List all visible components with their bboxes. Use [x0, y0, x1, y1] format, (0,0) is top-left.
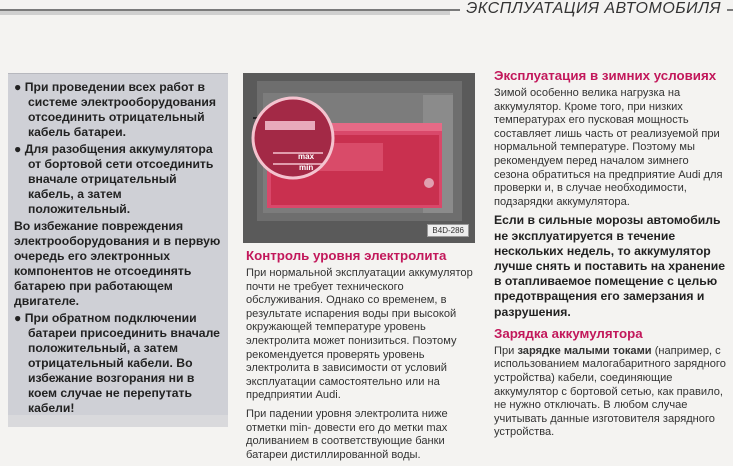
electrolyte-title: Контроль уровня электролита — [246, 248, 447, 263]
charging-title: Зарядка аккумулятора — [494, 325, 643, 341]
magnifier-circle — [253, 98, 333, 178]
electrolyte-paragraph-1: При нормальной эксплуатации аккумулятор почти не требует технического обслуживания. Однако со временем, в результате испарения воды при высокой окружающей температуре уровень электролита может понизиться. Поэтому рекомендуется проверять уровень электролита в зависимости от условий эксплуатации самостоятельно или на предприятии Audi. — [246, 267, 473, 402]
bullet-icon: ● — [14, 311, 22, 325]
warning-paragraph: Во избежание повреждения электрооборудования и в первую очередь его электронных компонентов не отсоединять батарею при работающем двигателе. — [14, 219, 221, 308]
winter-paragraph: Зимой особенно велика нагрузка на аккумулятор. Кроме того, при низких температурах его пусковая мощность составляет лишь часть от реализуемой при нормальной температуре. Поэтому мы рекомендуем перед началом зимнего сезона обратиться на предприятие Audi для проверки и, в случае необходимости, подзарядки аккумулятора. — [494, 87, 723, 208]
winter-bold-paragraph: Если в сильные морозы автомобиль не эксплуатируется в течение нескольких недель, то аккумулятор лучше снять и поставить на хранение в отапливаемое помещение с целью предотвращения его замерзания и разрушения. — [494, 213, 726, 319]
warning-item — [14, 311, 222, 416]
max-label: max — [298, 152, 315, 161]
charging-rest: (например, с использованием малогабаритного зарядного устройства) кабели, соединяющие аккумулятор с бортовой сетью, как правило, не нужно отключать. В любом случае учитывать данные изготовителя зарядного устройства. — [494, 344, 726, 439]
warning-text: При проведении всех работ в системе электрооборудования отсоединить отрицательный кабель батареи. — [24, 80, 216, 139]
warning-text: Для разобщения аккумулятора от бортовой сети отсоединить вначале отрицательный кабель, а затем положительный. — [24, 142, 214, 216]
battery-figure — [243, 73, 475, 243]
warning-item — [14, 80, 222, 140]
warning-box-footer — [8, 415, 228, 427]
bullet-icon: ● — [14, 142, 22, 156]
right-column — [494, 68, 726, 440]
charging-lead-bold: зарядке малыми токами — [517, 344, 652, 357]
winter-title: Эксплуатация в зимних условиях — [494, 68, 717, 83]
charging-lead: При — [494, 344, 518, 357]
figure-code: B4D-286 — [427, 224, 469, 237]
electrolyte-paragraph-2: При падении уровня электролита ниже отметки min- довести его до метки max доливанием в соответствующие банки батареи дистиллированной воды. — [246, 407, 448, 461]
warning-text: При обратном подключении батареи присоединить вначале положительный, а затем отрицательный кабели. Во избежание возгорания ни в коем случае не перепутать кабели! — [24, 311, 220, 415]
battery-illustration — [243, 73, 475, 243]
charging-paragraph — [494, 345, 726, 440]
warning-box — [8, 73, 228, 416]
electrolyte-section — [246, 248, 478, 462]
page-header-title: ЭКСПЛУАТАЦИЯ АВТОМОБИЛЯ — [460, 0, 727, 18]
warning-item — [14, 142, 222, 217]
bullet-icon: ● — [14, 80, 22, 94]
header-bar — [0, 11, 450, 15]
min-label: min — [299, 163, 314, 172]
